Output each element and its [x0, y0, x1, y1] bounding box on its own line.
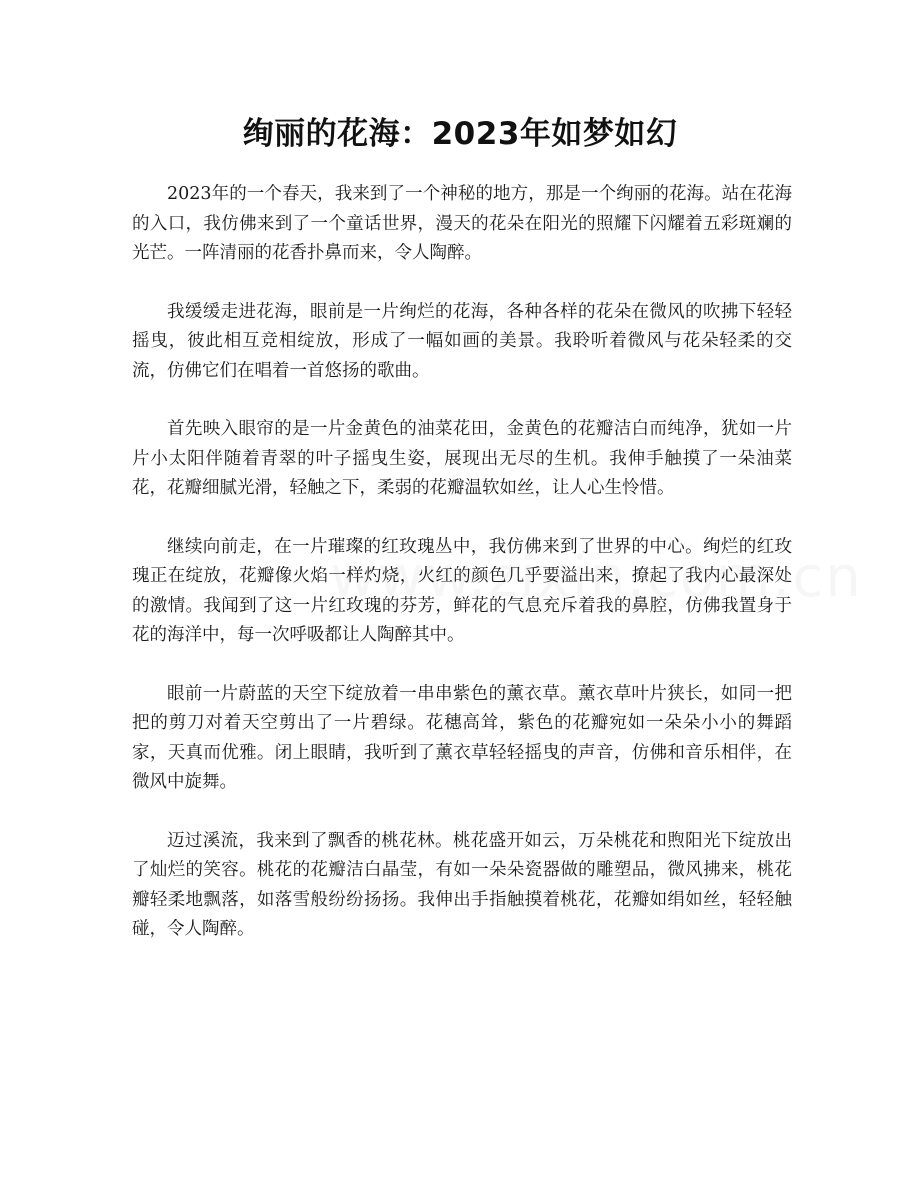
- document-title: 绚丽的花海：2023年如梦如幻: [242, 116, 678, 152]
- paragraph: 迈过溪流，我来到了飘香的桃花林。桃花盛开如云，万朵桃花和煦阳光下绽放出了灿烂的笑容。桃花的花瓣洁白晶莹，有如一朵朵瓷器做的雕塑品，微风拂来，桃花瓣轻柔地飘落，如落雪般纷纷扬扬。我伸出手指触摸着桃花，花瓣如绢如丝，轻轻触碰，令人陶醉。: [132, 830, 792, 939]
- paragraph: 2023年的一个春天，我来到了一个神秘的地方，那是一个绚丽的花海。站在花海的入口，我仿佛来到了一个童话世界，漫天的花朵在阳光的照耀下闪耀着五彩斑斓的光芒。一阵清丽的花香扑鼻而来，令人陶醉。: [132, 184, 792, 263]
- paragraph: 首先映入眼帘的是一片金黄色的油菜花田，金黄色的花瓣洁白而纯净，犹如一片片小太阳伴随着青翠的叶子摇曳生姿，展现出无尽的生机。我伸手触摸了一朵油菜花，花瓣细腻光滑，轻触之下，柔弱的花瓣温软如丝，让人心生怜惜。: [132, 419, 792, 498]
- paragraph: 眼前一片蔚蓝的天空下绽放着一串串紫色的薰衣草。薰衣草叶片狭长，如同一把把的剪刀对着天空剪出了一片碧绿。花穗高耸，紫色的花瓣宛如一朵朵小小的舞蹈家，天真而优雅。闭上眼睛，我听到了薰衣草轻轻摇曳的声音，仿佛和音乐相伴，在微风中旋舞。: [132, 683, 792, 792]
- paragraph: 我缓缓走进花海，眼前是一片绚烂的花海，各种各样的花朵在微风的吹拂下轻轻摇曳，彼此相互竞相绽放，形成了一幅如画的美景。我聆听着微风与花朵轻柔的交流，仿佛它们在唱着一首悠扬的歌曲。: [132, 301, 792, 381]
- document-body: [132, 180, 792, 974]
- paragraph: 继续向前走，在一片璀璨的红玫瑰丛中，我仿佛来到了世界的中心。绚烂的红玫瑰正在绽放，花瓣像火焰一样灼烧，火红的颜色几乎要溢出来，撩起了我内心最深处的激情。我闻到了这一片红玫瑰的芬芳，鲜花的气息充斥着我的鼻腔，仿佛我置身于花的海洋中，每一次呼吸都让人陶醉其中。: [132, 536, 792, 645]
